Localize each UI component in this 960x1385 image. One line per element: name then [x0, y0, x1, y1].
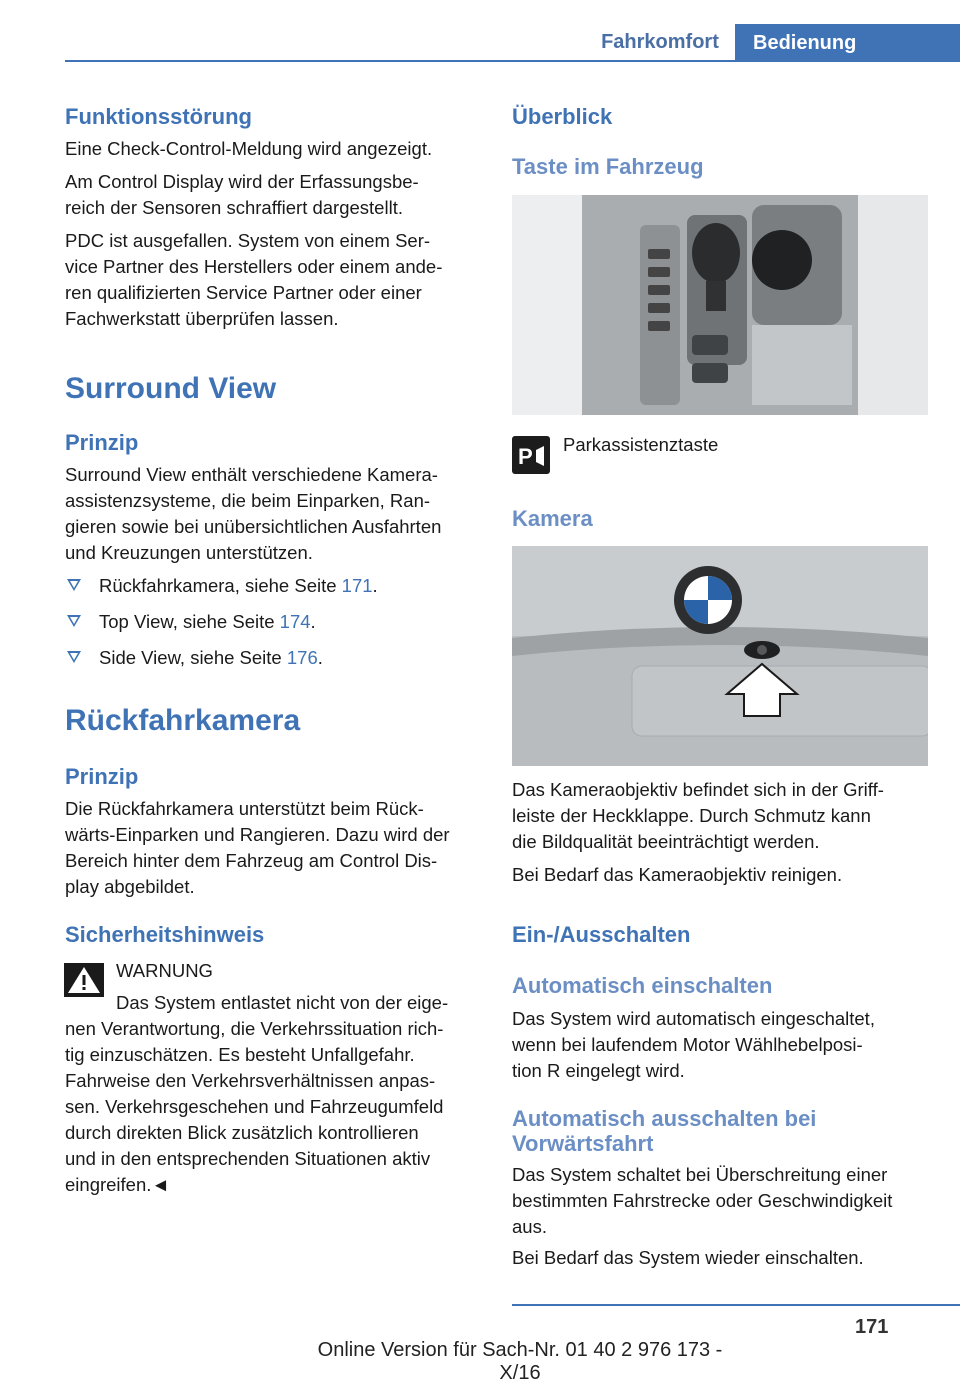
- bullet-end: .: [310, 611, 316, 632]
- svg-text:P: P: [518, 444, 533, 469]
- header-rule: [65, 60, 960, 62]
- page-link-174[interactable]: 174: [279, 611, 311, 632]
- section-tab-fahrkomfort: Fahrkomfort: [601, 31, 719, 53]
- warning-triangle-icon: [64, 963, 104, 997]
- fault-text-2b: reich der Sensoren schraffiert dargestellt.: [65, 197, 403, 218]
- camera-text-1: Das Kameraobjektiv befindet sich in der Griff-: [512, 779, 884, 800]
- heading-automatisch-einschalten: Automatisch einschalten: [512, 973, 773, 998]
- warning-text-6: durch direkten Blick zusätzlich kontrollieren: [65, 1122, 419, 1143]
- camera-text-3: die Bildqualität beeinträchtigt werden.: [512, 831, 820, 852]
- heading-funktionsstoerung: Funktionsstörung: [65, 104, 252, 129]
- rear-camera-photo: [512, 546, 928, 766]
- chapter-tab-bedienung: Bedienung: [735, 24, 960, 62]
- bullet-text: Rückfahrkamera, siehe Seite: [99, 575, 342, 596]
- fault-text-2a: Am Control Display wird der Erfassungsbe-: [65, 171, 419, 192]
- surround-text-2: assistenzsysteme, die beim Einparken, Ran-: [65, 490, 431, 511]
- auto-off-text-4: Bei Bedarf das System wieder einschalten.: [512, 1247, 864, 1268]
- button-caption: Parkassistenztaste: [563, 434, 719, 455]
- center-console-photo: [512, 195, 928, 415]
- list-item: [65, 573, 480, 599]
- heading-ueberblick: Überblick: [512, 104, 613, 129]
- footer-rule: [512, 1304, 960, 1306]
- bullet-text: Top View, siehe Seite: [99, 611, 280, 632]
- bullet-text: Side View, siehe Seite: [99, 647, 287, 668]
- page-header: [0, 0, 960, 62]
- warning-text-3: tig einzuschätzen. Es besteht Unfallgefahr.: [65, 1044, 415, 1065]
- fault-text-3a: PDC ist ausgefallen. System von einem Ser-: [65, 230, 431, 251]
- auto-on-text-1: Das System wird automatisch eingeschaltet,: [512, 1008, 875, 1029]
- auto-off-text-2: bestimmten Fahrstrecke oder Geschwindigkeit: [512, 1190, 893, 1211]
- page-number: 171: [855, 1316, 889, 1338]
- heading-sicherheitshinweis: Sicherheitshinweis: [65, 922, 265, 947]
- rearcam-text-2: wärts-Einparken und Rangieren. Dazu wird der: [65, 824, 450, 845]
- list-item: [65, 645, 480, 671]
- camera-text-2: leiste der Heckklappe. Durch Schmutz kann: [512, 805, 871, 826]
- console-illustration: [512, 195, 928, 415]
- heading-automatisch-ausschalten-1: Automatisch ausschalten bei: [512, 1106, 817, 1131]
- surround-bullet-list: [65, 573, 480, 671]
- page-link-171[interactable]: 171: [341, 575, 373, 596]
- warning-text-4: Fahrweise den Verkehrsverhältnissen anpas-: [65, 1070, 436, 1091]
- fault-text-1: Eine Check-Control-Meldung wird angezeigt.: [65, 138, 433, 159]
- bullet-triangle-icon: [67, 615, 81, 627]
- rearcam-text-3: Bereich hinter dem Fahrzeug am Control Dis-: [65, 850, 438, 871]
- bullet-end: .: [372, 575, 378, 596]
- camera-text-4: Bei Bedarf das Kameraobjektiv reinigen.: [512, 864, 843, 885]
- fault-text-3d: Fachwerkstatt überprüfen lassen.: [65, 308, 339, 329]
- heading-surround-view: Surround View: [65, 372, 277, 405]
- heading-taste-im-fahrzeug: Taste im Fahrzeug: [512, 154, 704, 179]
- auto-off-text-3: aus.: [512, 1216, 547, 1237]
- heading-rueckfahrkamera: Rückfahrkamera: [65, 704, 301, 737]
- list-item: [65, 609, 480, 635]
- rearcam-text-1: Die Rückfahrkamera unterstützt beim Rück-: [65, 798, 424, 819]
- fault-text-3b: vice Partner des Herstellers oder einem ande-: [65, 256, 443, 277]
- warning-text-8: eingreifen.◄: [65, 1174, 170, 1195]
- warning-text-5: sen. Verkehrsgeschehen und Fahrzeugumfeld: [65, 1096, 444, 1117]
- surround-text-1: Surround View enthält verschiedene Kamera-: [65, 464, 438, 485]
- online-version-text: Online Version für Sach-Nr. 01 40 2 976 173 - X/16: [317, 1339, 723, 1384]
- warning-text-7: und in den entsprechenden Situationen aktiv: [65, 1148, 431, 1169]
- bullet-end: .: [317, 647, 323, 668]
- camera-illustration: [512, 546, 928, 766]
- rearcam-text-4: play abgebildet.: [65, 876, 195, 897]
- park-assist-button-icon: [512, 436, 550, 474]
- fault-text-3c: ren qualifizierten Service Partner oder einer: [65, 282, 422, 303]
- auto-on-text-3: tion R eingelegt wird.: [512, 1060, 685, 1081]
- bullet-triangle-icon: [67, 579, 81, 591]
- auto-off-text-1: Das System schaltet bei Überschreitung einer: [512, 1164, 888, 1185]
- bullet-triangle-icon: [67, 651, 81, 663]
- heading-kamera: Kamera: [512, 506, 593, 531]
- surround-text-4: und Kreuzungen unterstützen.: [65, 542, 313, 563]
- warning-text-1: Das System entlastet nicht von der eige-: [116, 992, 449, 1013]
- page-link-176[interactable]: 176: [286, 647, 318, 668]
- warning-label: WARNUNG: [116, 960, 213, 981]
- auto-on-text-2: wenn bei laufendem Motor Wählhebelposi-: [512, 1034, 863, 1055]
- heading-prinzip-rearcam: Prinzip: [65, 764, 139, 789]
- surround-text-3: gieren sowie bei unübersichtlichen Ausfahrten: [65, 516, 442, 537]
- heading-automatisch-ausschalten-2: Vorwärtsfahrt: [512, 1131, 654, 1156]
- warning-text-2: nen Verantwortung, die Verkehrssituation rich-: [65, 1018, 444, 1039]
- heading-ein-ausschalten: Ein-/Ausschalten: [512, 922, 691, 947]
- heading-prinzip-surround: Prinzip: [65, 430, 139, 455]
